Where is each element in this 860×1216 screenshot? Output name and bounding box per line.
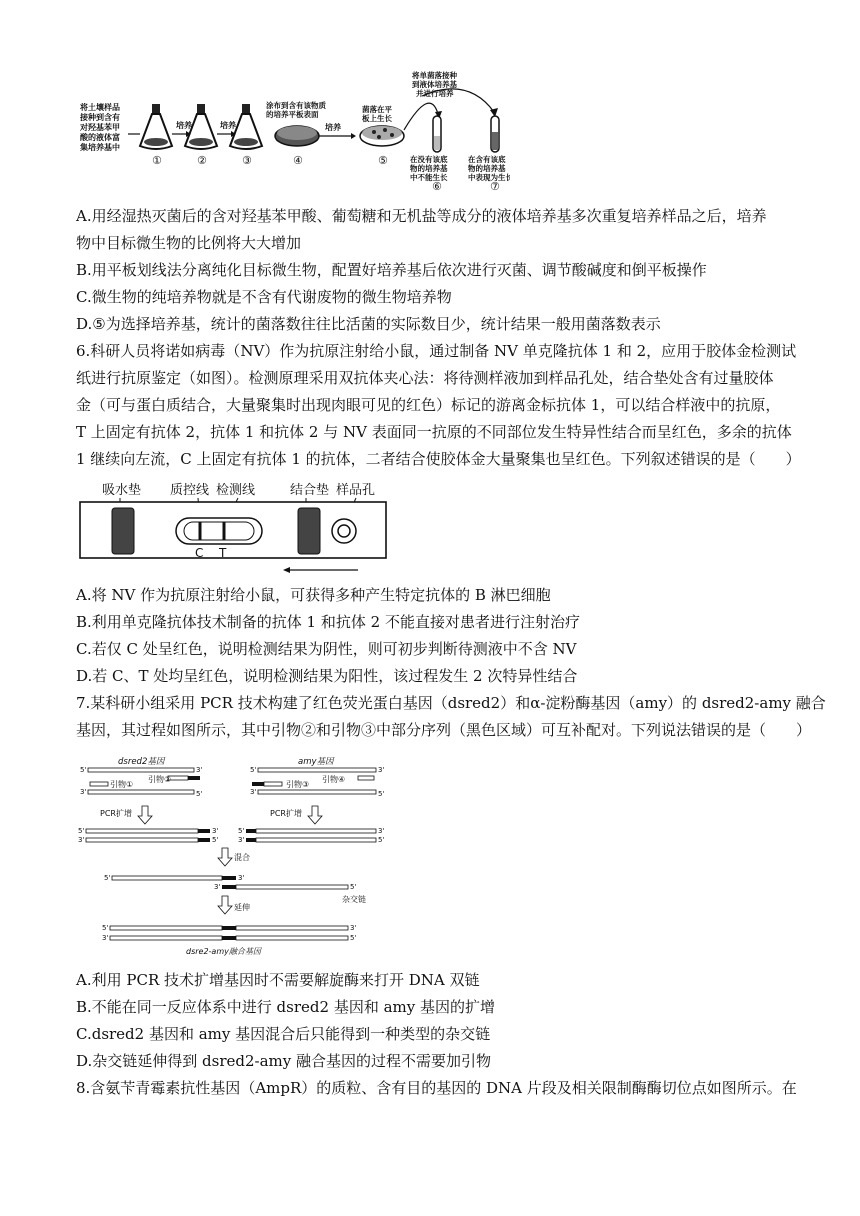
prime-label: 5' — [378, 836, 385, 844]
transfer-label-3: 并进行培养 — [416, 89, 454, 98]
q6-option-a: A.将 NV 作为抗原注射给小鼠，可获得多种产生特定抗体的 B 淋巴细胞 — [76, 586, 551, 604]
spread-label-1: 涂布到含有该物质 — [266, 101, 326, 110]
step-num-4: ④ — [293, 154, 303, 167]
prime-label: 5' — [80, 766, 87, 774]
figure-pcr-fusion — [76, 752, 406, 962]
svg-text:对羟基苯甲: 对羟基苯甲 — [80, 123, 120, 132]
q7-option-a: A.利用 PCR 技术扩增基因时不需要解旋酶来打开 DNA 双链 — [76, 971, 480, 989]
primer1-label: 引物① — [110, 780, 134, 789]
prime-label: 3' — [196, 766, 203, 774]
pcr-label-2: PCR扩增 — [270, 809, 302, 818]
q6-option-b: B.利用单克隆抗体技术制备的抗体 1 和抗体 2 不能直接对患者进行注射治疗 — [76, 613, 580, 631]
step-num-5: ⑤ — [378, 154, 388, 167]
prime-label: 3' — [78, 836, 85, 844]
q6-stem-line4: T 上固定有抗体 2，抗体 1 和抗体 2 与 NV 表面同一抗原的不同部位发生特异性结合而呈红色，多余的抗体 — [76, 423, 792, 441]
prime-label: 5' — [196, 790, 203, 798]
spread-label-2: 的培养平板表面 — [266, 110, 319, 119]
arrow-culture-label-3: 培养 — [325, 123, 341, 132]
primer3-label: 引物③ — [286, 780, 310, 789]
q7-option-c: C.dsred2 基因和 amy 基因混合后只能得到一种类型的杂交链 — [76, 1025, 491, 1043]
no-growth-label-2: 物的培养基 — [410, 164, 448, 173]
q8-stem: 8.含氨苄青霉素抗性基因（AmpR）的质粒、含有目的基因的 DNA 片段及相关限制酶酶切位点如图所示。在 — [76, 1079, 797, 1097]
prime-label: 5' — [78, 827, 85, 835]
plate-5 — [360, 126, 404, 146]
svg-text:接种到含有: 接种到含有 — [80, 113, 120, 122]
dsred2-gene-label: dsred2基因 — [118, 757, 165, 767]
enrichment-diagram — [70, 66, 510, 196]
step-num-3: ③ — [242, 154, 252, 167]
control-line-label: 质控线 — [170, 483, 210, 498]
q5-option-d: D.⑤为选择培养基，统计的菌落数往往比活菌的实际数目少，统计结果一般用菌落数表示 — [76, 315, 661, 333]
tube-7 — [491, 116, 499, 152]
primer2-label: 引物② — [148, 775, 172, 784]
prime-label: 5' — [350, 934, 357, 942]
t-label: T — [219, 546, 227, 560]
svg-text:集培养基中: 集培养基中 — [80, 143, 120, 152]
prime-label: 3' — [102, 934, 109, 942]
q6-option-d: D.若 C、T 处均呈红色，说明检测结果为阳性，该过程发生 2 次特异性结合 — [76, 667, 578, 685]
prime-label: 3' — [238, 874, 245, 882]
growth-label-2: 物的培养基 — [468, 164, 506, 173]
prime-label: 3' — [350, 924, 357, 932]
hybrid-label: 杂交链 — [342, 895, 366, 904]
absorb-pad — [112, 508, 134, 554]
prime-label: 3' — [80, 788, 87, 796]
svg-text:酸的液体富: 酸的液体富 — [80, 133, 120, 142]
growth-label-3: 中表现为生长 — [468, 173, 510, 182]
q7-option-b: B.不能在同一反应体系中进行 dsred2 基因和 amy 基因的扩增 — [76, 998, 495, 1016]
primer3-box — [264, 782, 282, 786]
mix-label: 混合 — [234, 853, 250, 862]
transfer-label-2: 到液体培养基 — [412, 80, 457, 89]
q6-option-c: C.若仅 C 处呈红色，说明检测结果为阴性，则可初步判断待测液中不含 NV — [76, 640, 577, 658]
growth-label-1: 在含有该底 — [468, 155, 506, 164]
prime-label: 3' — [378, 827, 385, 835]
q6-stem-line2: 纸进行抗原鉴定（如图）。检测原理采用双抗体夹心法：将待测样液加到样品孔处，结合垫处含有过量胶体 — [76, 369, 774, 387]
figure-test-strip — [78, 480, 390, 576]
plate-4 — [275, 126, 319, 146]
flask-1 — [140, 104, 172, 149]
q5-option-a-line1: A.用经湿热灭菌后的含对羟基苯甲酸、葡萄糖和无机盐等成分的液体培养基多次重复培养样品之后，培养 — [76, 207, 767, 225]
colony-label-1: 菌落在平 — [362, 105, 392, 114]
prime-label: 5' — [350, 883, 357, 891]
conj-pad-label: 结合垫 — [290, 483, 330, 498]
prime-label: 5' — [212, 836, 219, 844]
svg-text:将土壤样品: 将土壤样品 — [80, 103, 120, 112]
step-num-2: ② — [197, 154, 207, 167]
sample-hole-label: 样品孔 — [336, 483, 376, 498]
pcr-label-1: PCR扩增 — [100, 809, 132, 818]
prime-label: 5' — [378, 790, 385, 798]
prime-label: 3' — [250, 788, 257, 796]
absorb-pad-label: 吸水垫 — [102, 483, 142, 498]
prime-label: 5' — [102, 924, 109, 932]
start-text — [79, 102, 120, 152]
prime-label: 3' — [378, 766, 385, 774]
q6-stem-line3: 金（可与蛋白质结合，大量聚集时出现肉眼可见的红色）标记的游离金标抗体 1，可以结合样液中的抗原， — [76, 396, 781, 414]
tube-6 — [433, 116, 441, 152]
q6-stem-line1: 6.科研人员将诺如病毒（NV）作为抗原注射给小鼠，通过制备 NV 单克隆抗体 1 和 2，应用于胶体金检测试 — [76, 342, 797, 360]
test-line-label: 检测线 — [216, 483, 256, 498]
fusion-label: dsre2-amy融合基因 — [186, 947, 261, 956]
amy-gene-label: amy基因 — [298, 757, 334, 767]
step-num-7: ⑦ — [490, 180, 500, 193]
q7-stem-line2: 基因，其过程如图所示，其中引物②和引物③中部分序列（黑色区域）可互补配对。下列说法错误的是（ ） — [76, 721, 812, 739]
conj-pad — [298, 508, 320, 554]
prime-label: 3' — [238, 836, 245, 844]
arrow-culture-label-1: 培养 — [176, 121, 192, 130]
q5-option-a-line2: 物中目标微生物的比例将大大增加 — [76, 234, 302, 252]
no-growth-label-3: 中不能生长 — [410, 173, 448, 182]
arrow-culture-label-2: 培养 — [220, 121, 236, 130]
colony-label-2: 板上生长 — [362, 114, 392, 123]
q5-option-c: C.微生物的纯培养物就是不含有代谢废物的微生物培养物 — [76, 288, 452, 306]
figure-enrichment-culture — [70, 66, 510, 196]
step-num-1: ① — [152, 154, 162, 167]
prime-label: 5' — [104, 874, 111, 882]
q6-stem-line5: 1 继续向左流，C 上固定有抗体 1 的抗体，二者结合使胶体金大量聚集也呈红色。下列叙述错误的是（ ） — [76, 450, 801, 468]
transfer-label-1: 将单菌落接种 — [412, 71, 457, 80]
step-num-6: ⑥ — [432, 180, 442, 193]
c-label: C — [195, 546, 204, 560]
prime-label: 5' — [238, 827, 245, 835]
q5-option-b: B.用平板划线法分离纯化目标微生物，配置好培养基后依次进行灭菌、调节酸碱度和倒平板操作 — [76, 261, 707, 279]
prime-label: 3' — [214, 883, 221, 891]
prime-label: 5' — [250, 766, 257, 774]
no-growth-label-1: 在没有该底 — [410, 155, 448, 164]
extend-label: 延伸 — [234, 903, 250, 912]
primer1-box — [90, 782, 108, 786]
q7-stem-line1: 7.某科研小组采用 PCR 技术构建了红色荧光蛋白基因（dsred2）和α-淀粉酶基因（amy）的 dsred2-amy 融合 — [76, 694, 826, 712]
primer4-box — [358, 776, 374, 780]
prime-label: 3' — [212, 827, 219, 835]
q7-option-d: D.杂交链延伸得到 dsred2-amy 融合基因的过程不需要加引物 — [76, 1052, 491, 1070]
primer4-label: 引物④ — [322, 775, 346, 784]
